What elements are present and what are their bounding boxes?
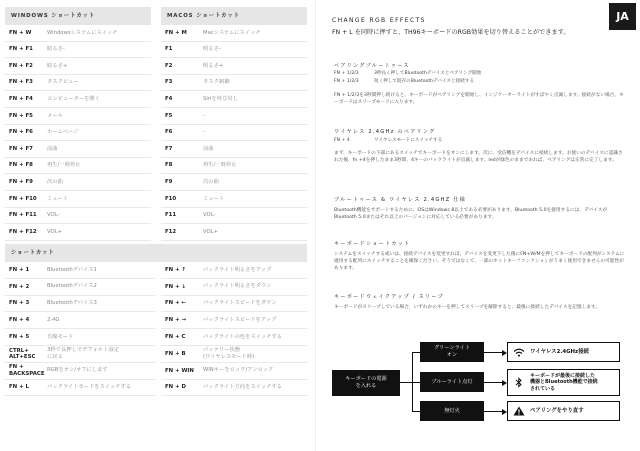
bluetooth-icon [508,377,530,388]
rgb-title: CHANGE RGB EFFECTS [332,17,426,24]
table-row [161,125,307,142]
macos-header: MACOS ショートカット [161,7,307,25]
shortcut-description: 次の曲 [203,178,219,185]
wireless-value: ワイヤレスモードにスイッチする [374,138,443,143]
shortcut-description: ミュート [203,195,225,202]
shortcut-key: FN + F4 [9,96,33,103]
bluetooth-result-text: キーボードが最後に接続した 機器とBluetooth機能で接続 されている [530,373,598,392]
table-row [161,262,307,279]
shortcut-key: FN + F8 [9,162,33,169]
bt-value-2: 短く押して既存のBluetoothデバイスと接続する [374,79,475,84]
table-row [161,75,307,92]
shortcut-description: WINキーをロック/アンロック [203,367,274,374]
rgb-intro: FN + L を同時に押すと、TH96キーボードのRGB効果を切り替えることができます。 [332,29,570,36]
shortcut-key: FN + 5 [9,333,30,340]
shortcut-key: FN + C [165,333,186,340]
shortcut-description: バックライト明るさをアップ [203,266,272,273]
shortcut-key: FN + F5 [9,112,33,119]
shortcut-description: バックライトモードをスイッチする [47,384,132,391]
connector [400,382,412,383]
shortcut-description: コンピューターを開く [47,95,100,102]
page-divider [315,0,316,451]
shortcut-description: 有線モード [47,333,74,340]
arrow-line [484,411,503,412]
shortcut-description: VOL- [47,212,60,219]
table-row [161,363,307,380]
shortcut-description: タスクビュー [47,79,79,86]
table-row [161,58,307,75]
arrow-line [484,382,503,383]
table-row [5,108,151,125]
no-light-box: 無灯火 [420,401,484,421]
shortcut-key: FN + 4 [9,317,30,324]
repair-result-box [507,401,620,421]
table-row [161,224,307,241]
shortcut-key: FN + F7 [9,145,33,152]
shortcut-key: FN + M [165,29,187,36]
kb-shortcut-title: キーボードショートカット [334,241,411,247]
table-row [5,363,155,380]
table-row [5,296,155,313]
bt-spec-para: Bluetooth機能をサポートするために、OSはWindows 8以上である必要があります。Bluetooth 5.0を使用するには、デバイスがBluetooth 5.0またはそれ以上のバージョンに対応している必要があります。 [334,208,608,220]
shortcut-key: FN + F12 [9,228,37,235]
macos-shortcuts-table [161,7,307,241]
shortcut-description: 3秒で長押しでデフォルト設定 に戻る [47,347,119,360]
table-row [161,42,307,59]
shortcut-description: VOL- [203,212,216,219]
shortcut-description: VOL+ [47,228,63,235]
shortcut-key: FN + 3 [9,300,30,307]
shortcut-description: バックライトスピードをアップ [203,317,277,324]
shortcut-key: F1 [165,46,173,53]
shortcut-key: FN + ↑ [165,266,186,273]
shortcut-description: Bluetoothデバイス3 [47,300,97,307]
shortcut-description: タスク制御 [203,79,230,86]
shortcut-description: バックライトの色をスイッチする [203,333,283,340]
wifi-icon [508,348,530,357]
shortcut-description: Bluetoothデバイス2 [47,283,97,290]
shortcut-description: 再生/一時停止 [203,162,237,169]
shortcut-description: 前曲 [203,145,214,152]
bt-pairing-para: FN + 1/2/3を3秒間押し続けると、キーボードがペアリングを開始し、インジケーターライトがすばやく点滅します。接続がない場合、キーボードはスリープモードに入ります。 [334,93,624,105]
bt-value-1: 3秒長く押してBluetoothデバイスとペアリング開始 [374,71,482,76]
shortcut-description: Windowsシステムにスイッチ [47,29,118,36]
table-row [5,262,155,279]
shortcut-description: 明るさ- [203,46,221,53]
table-row [161,174,307,191]
shortcut-key: FN + L [9,384,29,391]
table-row [161,141,307,158]
shortcut-description: バックライト方向をスイッチする [203,384,283,391]
table-row [5,279,155,296]
bt-spec-title: ブルートゥース & ワイヤレス 2.4GHZ 仕様 [334,197,467,203]
shortcut-description: VOL+ [203,228,219,235]
shortcut-key: FN + 2 [9,283,30,290]
shortcut-description: 次の曲 [47,178,63,185]
wakeup-title: キーボードウェイクアップ / スリープ [334,294,444,300]
table-row [161,158,307,175]
shortcut-key: FN + F6 [9,129,33,136]
shortcut-description: Siriを呼び出し [203,95,238,102]
arrow-line [484,352,503,353]
shortcut-key: F4 [165,96,173,103]
shortcut-key: FN + D [165,384,186,391]
shortcut-key: FN + W [9,29,32,36]
wakeup-para: キーボードがスリープしている場合、いずれかのキーを押してスリープを解除すると、最後に接続したデバイスを記憶します。 [334,305,601,310]
shortcut-description: 暗るさ+ [47,62,68,69]
shortcut-description: バックライトスピードをダウン [203,300,277,307]
table-row [5,141,151,158]
shortcut-key: FN + B [165,350,186,357]
shortcut-key: F10 [165,195,177,202]
shortcut-description: ホームページ [47,129,79,136]
table-row [161,91,307,108]
table-row [5,312,155,329]
wireless-result-text: ワイヤレス2.4GHz接続 [530,348,589,355]
shortcut-description: Macシステムにスイッチ [203,29,261,36]
wireless-title: ワイヤレス 2.4GHz のペアリング [334,129,436,135]
table-row [161,312,307,329]
shortcut-description: 前曲 [47,145,58,152]
table-row [161,279,307,296]
table-row [161,380,307,397]
shortcut-key: F8 [165,162,173,169]
table-row [5,208,151,225]
table-row [5,58,151,75]
wireless-result-box [507,342,620,362]
shortcut-key: F5 [165,112,173,119]
warning-icon [508,406,530,416]
shortcut-key: FN + ← [165,300,186,307]
shortcut-table [5,244,307,391]
bluetooth-result-box [507,369,620,396]
shortcut-description: メール [47,112,63,119]
repair-result-text: ペアリングをやり直す [530,407,584,414]
table-row [161,296,307,313]
shortcut-key: FN + BACKSPACE [9,364,45,377]
table-row [5,42,151,59]
shortcut-description: ミュート [47,195,69,202]
shortcut-key: FN + → [165,317,186,324]
shortcut-key: FN + F10 [9,195,37,202]
right-page [318,0,640,451]
shortcut-description: 再生/一時停止 [47,162,81,169]
shortcut-key: FN + ↓ [165,283,186,290]
connector [412,411,420,412]
shortcut-description: 明るさ+ [203,62,224,69]
shortcut-key: FN + 1 [9,266,30,273]
shortcut-key: F12 [165,228,177,235]
blue-light-box: ブルーライト点灯 [420,372,484,392]
bt-key-1: FN + 1/2/3 [334,71,359,76]
table-row [161,329,307,346]
table-row [5,191,151,208]
shortcut-description: バッテリー状態 (ワイヤレスモード時) [203,347,255,360]
language-badge: JA [609,3,636,30]
shortcut-key: FN + F1 [9,46,33,53]
kb-shortcut-para: システムをスイッチする或いは、接続デバイスを変更すれば、デバイスを変更下した後にFN+W/Mを押してキーボードの配列がシステムに適用する配列にスイッチすることを確保ください。そうではなくて、一部のホットキーファンクションがうまく使用できませんの可能性があります。 [334,252,625,271]
shortcut-description: Bluetoothデバイス1 [47,266,97,273]
shortcut-key: FN + F9 [9,179,33,186]
shortcut-key: FN + WIN [165,367,194,374]
shortcut-key: F7 [165,145,173,152]
shortcut-key: F9 [165,179,173,186]
shortcut-description: 暗るさ- [47,46,65,53]
shortcut-header: ショートカット [5,244,307,262]
shortcut-key: FN + F11 [9,212,37,219]
shortcut-description: バックライト明るさをダウン [203,283,272,290]
wireless-para: まず、キーボードの下部にあるスイッチでキーボードをオンにします。次に、受信機をデバイスに接続します。お使いのデバイスに認識された後、fn +4を押したまま3秒間、4キーのバックライトが点滅します。ledが緑色のままであれば、ペアリングは正常に完了します。 [334,151,623,163]
table-row [161,346,307,363]
shortcut-key: FN + F2 [9,62,33,69]
table-row [5,91,151,108]
windows-header: WINDOWS ショートカット [5,7,151,25]
bt-key-2: FN + 1/2/3 [334,79,359,84]
table-row [161,25,307,42]
shortcut-key: F11 [165,212,177,219]
wireless-key: FN + 4 [334,138,350,143]
table-row [5,125,151,142]
green-light-box: グリーンライト オン [420,342,484,362]
table-row [5,174,151,191]
shortcut-key: FN + F3 [9,79,33,86]
table-row [5,329,155,346]
shortcut-key: F6 [165,129,173,136]
bt-pairing-title: ベアリングブルートゥース [334,63,410,69]
left-page [0,0,312,451]
table-row [161,108,307,125]
table-row [5,380,155,397]
power-on-box: キーボードの電源 を入れる [332,370,400,396]
shortcut-key: F3 [165,79,173,86]
table-row [5,158,151,175]
shortcut-description: 2.4G [47,317,60,324]
shortcut-key: CTRL+ ALT+ESC [9,347,36,360]
table-row [5,224,151,241]
table-row [5,346,155,363]
shortcut-description: RGBをオン/オフにします [47,367,108,374]
table-row [161,191,307,208]
shortcut-description: - [203,112,205,119]
table-row [5,75,151,92]
shortcut-key: F2 [165,62,173,69]
shortcut-description: - [203,129,205,136]
windows-shortcuts-table [5,7,151,241]
connector [412,352,420,353]
table-row [161,208,307,225]
table-row [5,25,151,42]
connector [412,382,420,383]
